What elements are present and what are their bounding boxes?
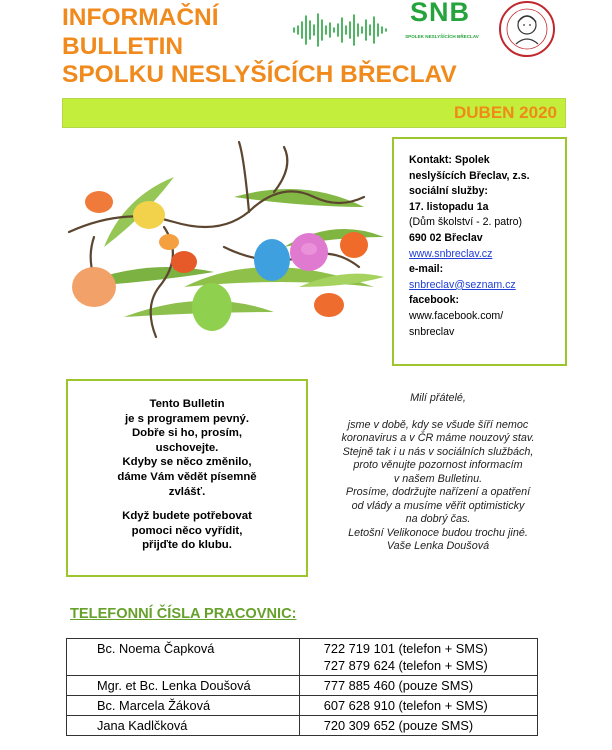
notice-line: Dobře si ho, prosím, — [131, 427, 243, 440]
notice-box — [66, 379, 308, 577]
contact-line: Kontakt: Spolek — [409, 154, 490, 166]
staff-numbers — [299, 639, 537, 676]
phone-number: 722 719 101 (telefon + SMS) — [323, 641, 488, 656]
letter-signature: Vaše Lenka Doušová — [386, 540, 490, 552]
website-link[interactable]: www.snbreclav.cz — [409, 247, 493, 260]
contact-address-street: 17. listopadu 1a — [409, 200, 489, 213]
letter-line: v našem Bulletinu. — [393, 472, 483, 485]
organization-seal-logo — [498, 0, 556, 58]
staff-name: Bc. Marcela Žáková — [67, 696, 300, 716]
contact-line: neslyšících Břeclav, z.s. — [409, 169, 530, 182]
letter-line: Prosíme, dodržujte nařízení a opatření — [345, 486, 531, 498]
phones-heading: TELEFONNÍ ČÍSLA PRACOVNIC: — [70, 606, 297, 622]
title-line-1: INFORMAČNÍ — [62, 4, 219, 31]
snb-logo-subtitle: SPOLEK NESLYŠÍCÍCH BŘECLAV — [405, 34, 479, 39]
notice-line: je s programem pevný. — [124, 412, 250, 425]
sound-wave-icon — [292, 12, 392, 48]
month-banner — [62, 98, 566, 128]
snb-logo-text: SNB — [409, 0, 470, 27]
letter-line: Letošní Velikonoce budou trochu jiné. — [348, 526, 528, 539]
month-label: DUBEN 2020 — [454, 103, 557, 122]
phone-number: 720 309 652 (pouze SMS) — [299, 716, 537, 736]
title-line-3: SPOLKU NESLYŠÍCÍCH BŘECLAV — [62, 61, 457, 88]
contact-address-building: (Dům školství - 2. patro) — [409, 216, 523, 229]
contact-box — [392, 137, 567, 366]
letter-line: na dobrý čas. — [405, 513, 471, 525]
letter-line: koronavirus a v ČR máme nouzový stav. — [341, 432, 535, 444]
notice-line: Tento Bulletin — [149, 398, 225, 410]
contact-address-city: 690 02 Břeclav — [409, 231, 483, 244]
snb-logo — [392, 0, 488, 46]
email-link[interactable]: snbreclav@seznam.cz — [409, 278, 516, 291]
easter-eggs-photo — [64, 137, 389, 352]
table-row — [67, 716, 538, 736]
letter-line: proto věnujte pozornost informacím — [353, 459, 523, 471]
letter-greeting: Milí přátelé, — [410, 392, 466, 404]
letter-line: jsme v době, kdy se všude šíří nemoc — [347, 418, 529, 431]
notice-line: pomoci něco vyřídit, — [131, 524, 243, 537]
phones-table — [66, 638, 538, 736]
staff-name: Bc. Noema Čapková — [67, 639, 300, 676]
contact-line: sociální služby: — [409, 185, 488, 198]
email-label: e-mail: — [409, 263, 444, 276]
phone-number: 727 879 624 (telefon + SMS) — [323, 658, 488, 673]
phone-number: 777 885 460 (pouze SMS) — [299, 676, 537, 696]
letter-line: Stejně tak i u nás v sociálních službách, — [342, 445, 534, 458]
letter-text — [318, 392, 558, 554]
facebook-url-line-1: www.facebook.com/ — [409, 309, 504, 322]
notice-line: přijďte do klubu. — [142, 539, 232, 552]
notice-line: zvlášť. — [168, 485, 206, 498]
table-row — [67, 639, 538, 676]
facebook-url-line-2: snbreclav — [409, 325, 455, 338]
title-line-2: BULLETIN — [62, 32, 184, 60]
phone-number: 607 628 910 (telefon + SMS) — [299, 696, 537, 716]
notice-line: Když budete potřebovat — [122, 510, 252, 523]
staff-name: Mgr. et Bc. Lenka Doušová — [67, 676, 300, 696]
facebook-label: facebook: — [409, 294, 460, 307]
notice-line: uschovejte. — [155, 441, 219, 454]
letter-line: od vlády a musíme věřit optimisticky — [351, 499, 525, 512]
notice-line: Kdyby se něco změnilo, — [122, 456, 252, 469]
table-row — [67, 676, 538, 696]
staff-name: Jana Kadlčková — [67, 716, 300, 736]
table-row — [67, 696, 538, 716]
notice-line: dáme Vám vědět písemně — [117, 470, 257, 483]
